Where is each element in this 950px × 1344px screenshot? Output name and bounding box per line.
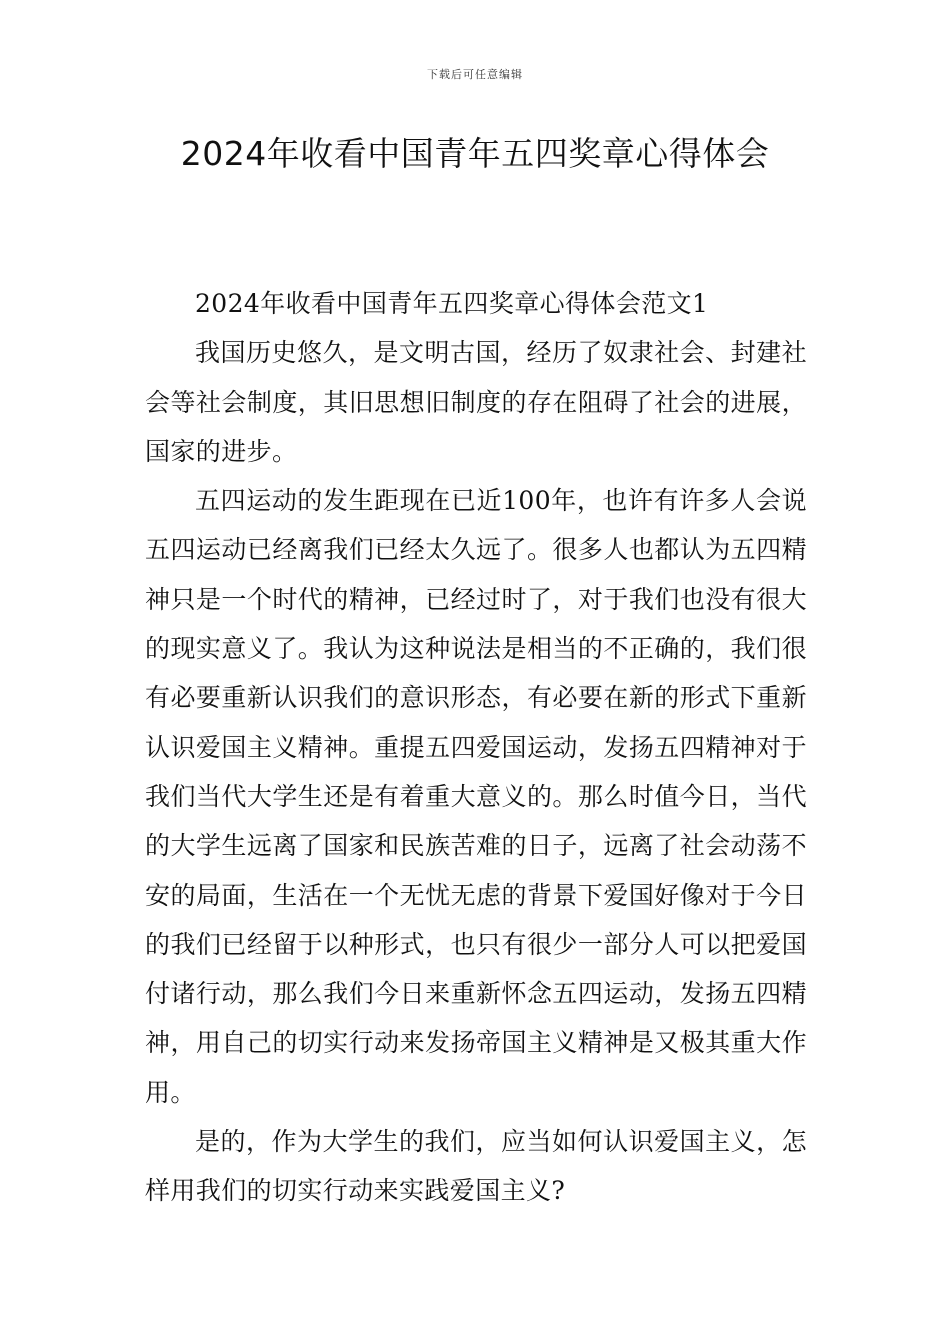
paragraph-subtitle: 2024年收看中国青年五四奖章心得体会范文1 — [195, 289, 709, 318]
paragraph: 是的，作为大学生的我们，应当如何认识爱国主义，怎样用我们的切实行动来实践爱国主义? — [145, 1127, 807, 1206]
paragraph: 五四运动的发生距现在已近100年，也许有许多人会说五四运动已经离我们已经太久远了。很多人也都认为五四精神只是一个时代的精神，已经过时了，对于我们也没有很大的现实意义了。我认为这种说法是相当的不正确的，我们很有必要重新认识我们的意识形态，有必要在新的形式下重新认识爱国主义精神。重提五四爱国运动，发扬五四精神对于我们当代大学生还是有着重大意义的。那么时值今日，当代的大学生远离了国家和民族苦难的日子，远离了社会动荡不安的局面，生活在一个无忧无虑的背景下爱国好像对于今日的我们已经留于以种形式，也只有很少一部分人可以把爱国付诸行动，那么我们今日来重新怀念五四运动，发扬五四精神，用自己的切实行动来发扬帝国主义精神是又极其重大作用。 — [145, 486, 807, 1107]
header-note: 下载后可任意编辑 — [427, 68, 523, 81]
document-title: 2024年收看中国青年五四奖章心得体会 — [180, 134, 770, 173]
document-body — [145, 279, 807, 1216]
paragraph: 我国历史悠久，是文明古国，经历了奴隶社会、封建社会等社会制度，其旧思想旧制度的存在阻碍了社会的进展，国家的进步。 — [145, 338, 807, 466]
